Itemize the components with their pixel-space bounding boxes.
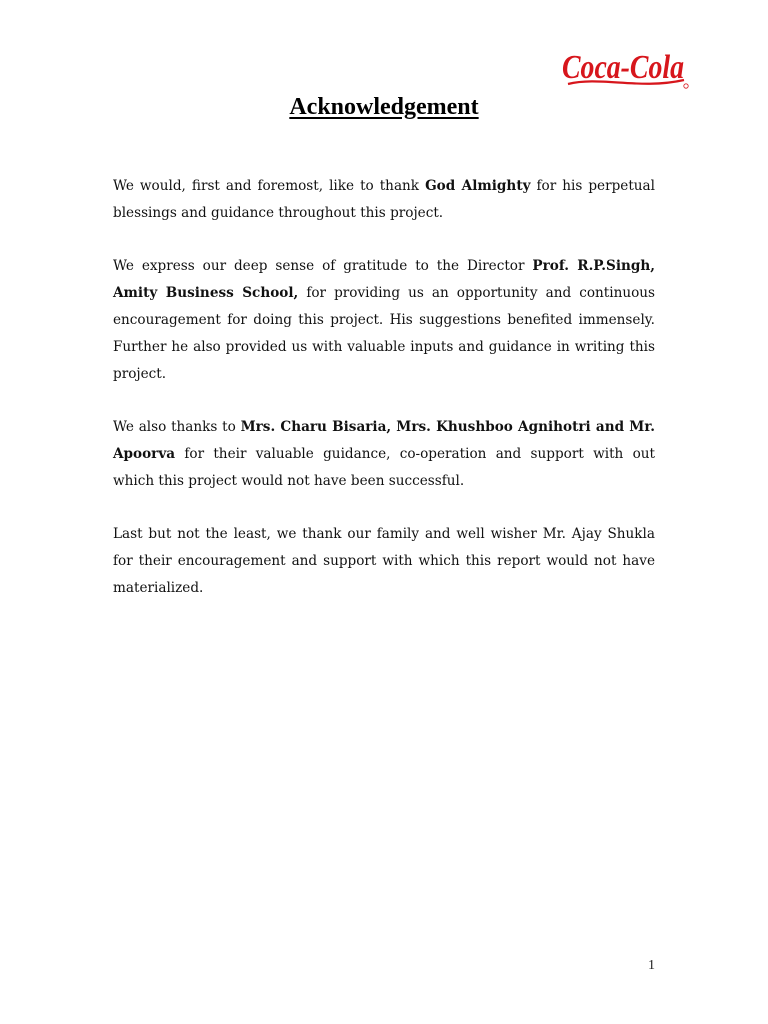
paragraph-3 xyxy=(113,414,655,494)
bold-text: God Almighty xyxy=(425,178,531,194)
page-number: 1 xyxy=(648,958,655,973)
logo-wordmark: Coca-Cola xyxy=(562,49,684,86)
paragraph-1 xyxy=(113,173,655,227)
acknowledgement-body xyxy=(113,173,655,629)
bold-text: Mrs. Charu Bisaria, Mrs. Khushboo Agnihotri and Mr. Apoorva xyxy=(113,419,655,462)
paragraph-4 xyxy=(113,521,655,601)
registered-mark-icon xyxy=(684,84,688,88)
body-text: We also thanks to xyxy=(113,419,241,436)
page-title: Acknowledgement xyxy=(289,94,479,120)
body-text: for his perpetual blessings and guidance throughout this project. xyxy=(113,178,655,221)
bold-text: Prof. R.P.Singh, Amity Business School, xyxy=(113,258,655,302)
paragraph-2 xyxy=(113,253,655,387)
body-text: We express our deep sense of gratitude to the Director xyxy=(113,258,533,275)
body-text: Last but not the least, we thank our family and well wisher Mr. Ajay Shukla for their encouragement and support with which this report would not have materialized. xyxy=(113,526,655,596)
body-text: for their valuable guidance, co-operation and support with out which this project would not have been successful. xyxy=(113,445,655,489)
body-text: We would, first and foremost, like to thank xyxy=(113,178,426,194)
body-text: for providing us an opportunity and continuous encouragement for doing this project. His suggestions benefited immensely. Further he also provided us with valuable inputs and guidance in writing this project. xyxy=(113,285,655,382)
coca-cola-logo-icon xyxy=(560,40,692,96)
coca-cola-logo xyxy=(560,40,692,96)
